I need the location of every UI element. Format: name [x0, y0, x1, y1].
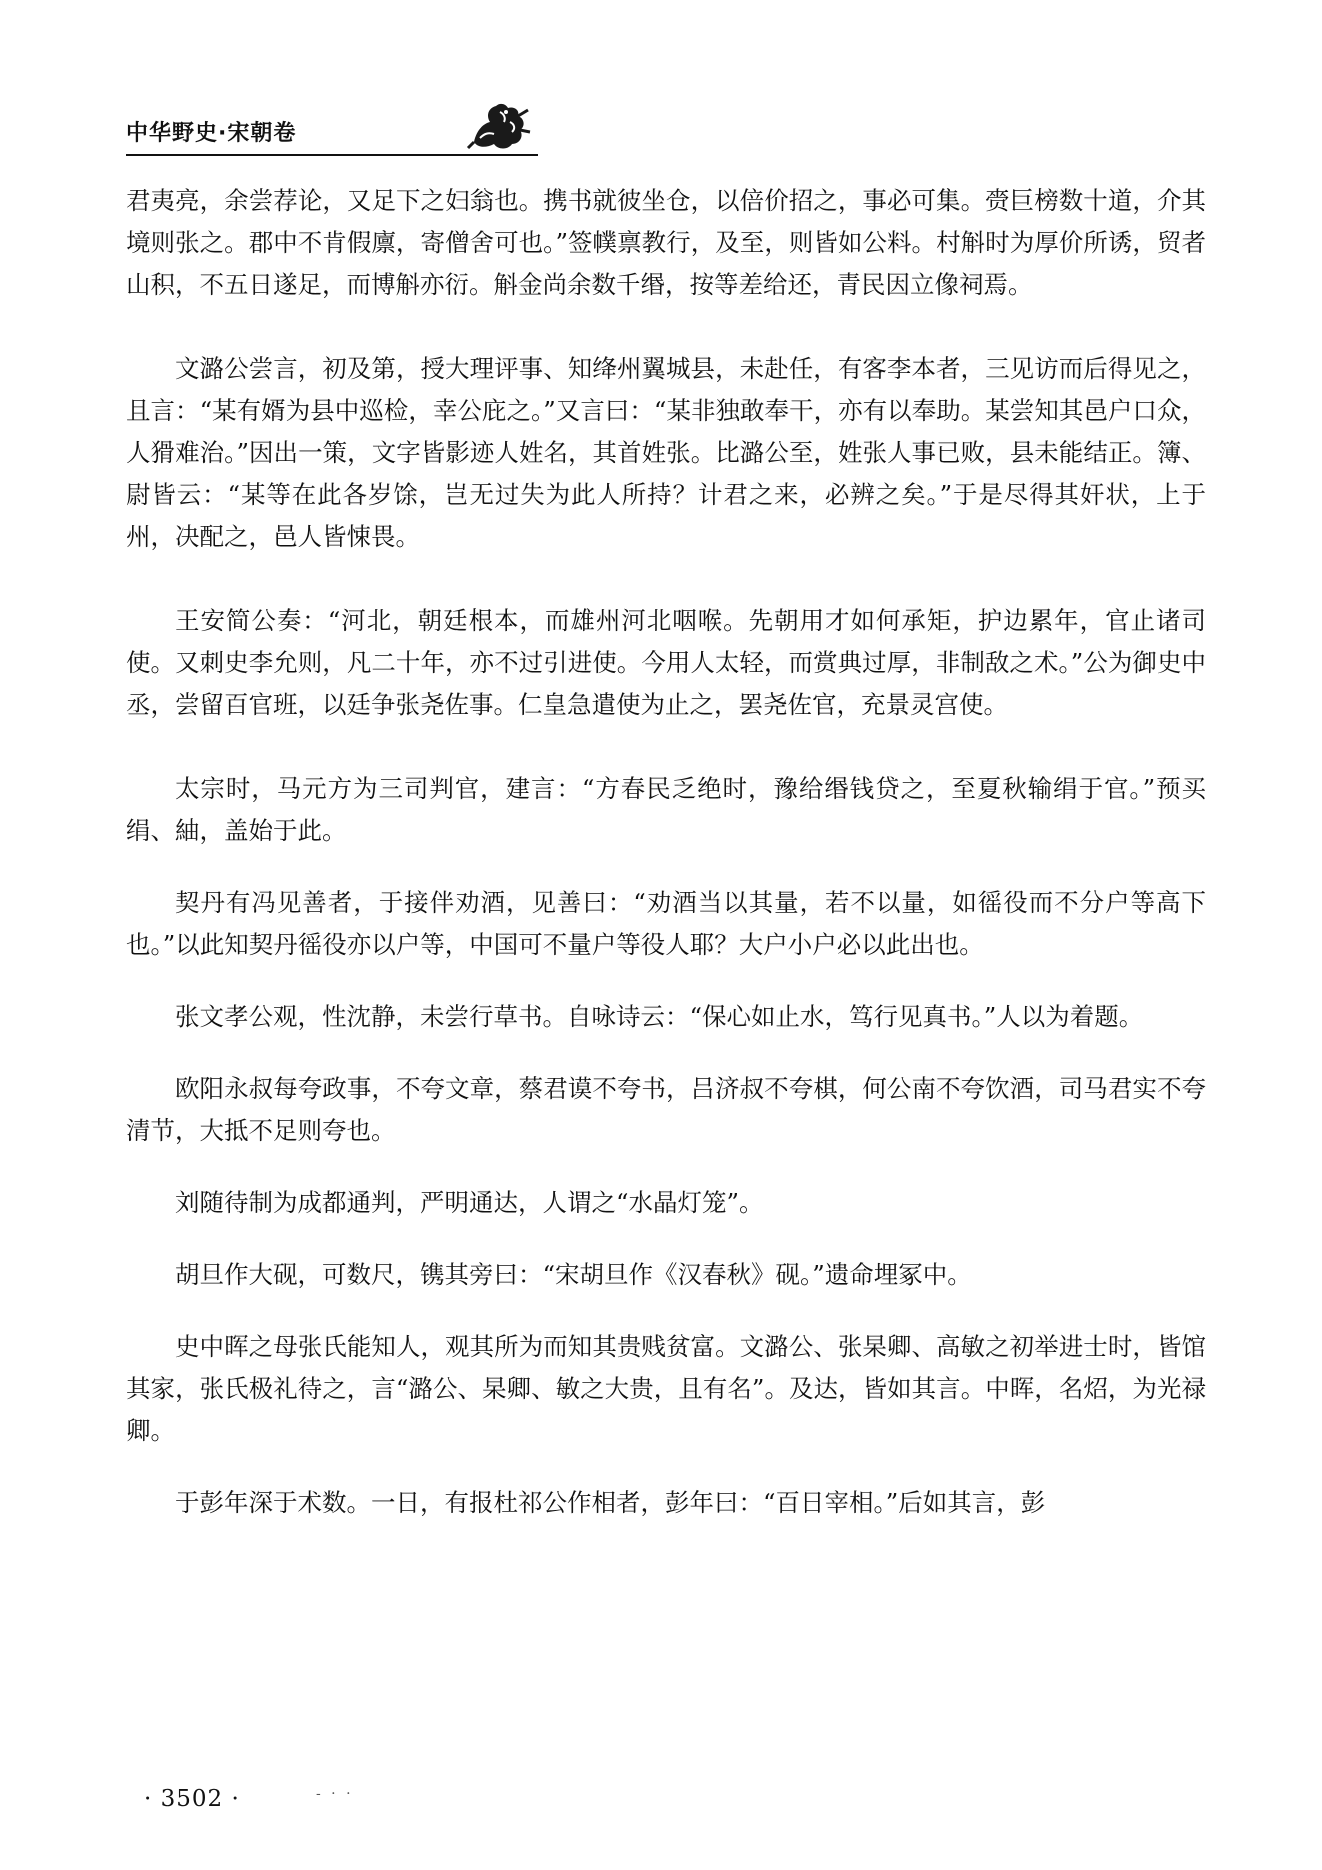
- paragraph: 胡旦作大砚，可数尺，镌其旁曰：“宋胡旦作《汉春秋》砚。”遗命埋冢中。: [175, 1260, 972, 1289]
- paragraph: 文潞公尝言，初及第，授大理评事、知绛州翼城县，未赴任，有客李本者，三见访而后得见之，且言：“某有婿为县中巡检，幸公庇之。”又言曰：“某非独敢奉干，亦有以奉助。某尝知其邑户口众，人猾难治。”因出一策，文字皆影迹人姓名，其首姓张。比潞公至，姓张人事已败，县未能结正。簿、尉皆云：“某等在此各岁馀，岂无过失为此人所持？计君之来，必辨之矣。”于是尽得其奸状，上于州，决配之，邑人皆悚畏。: [126, 354, 1206, 551]
- book-title: 中华野史·宋朝卷: [126, 121, 297, 146]
- paragraph: 刘随待制为成都通判，严明通达，人谓之“水晶灯笼”。: [175, 1188, 764, 1217]
- paragraph: 史中晖之母张氏能知人，观其所为而知其贵贱贫富。文潞公、张杲卿、高敏之初举进士时，皆馆其家，张氏极礼待之，言“潞公、杲卿、敏之大贵，且有名”。及达，皆如其言。中晖，名炤，为光禄卿。: [126, 1332, 1206, 1445]
- paragraph: 欧阳永叔每夸政事，不夸文章，蔡君谟不夸书，吕济叔不夸棋，何公南不夸饮酒，司马君实不夸清节，大抵不足则夸也。: [126, 1074, 1206, 1145]
- header-divider: [126, 154, 538, 156]
- paragraph: 王安简公奏：“河北，朝廷根本，而雄州河北咽喉。先朝用才如何承矩，护边累年，官止诸司使。又刺史李允则，凡二十年，亦不过引进使。今用人太轻，而赏典过厚，非制敌之术。”公为御史中丞，尝留百官班，以廷争张尧佐事。仁皇急遣使为止之，罢尧佐官，充景灵宫使。: [126, 606, 1206, 719]
- page-header: [126, 98, 538, 158]
- paragraph: 君夷亮，余尝荐论，又足下之妇翁也。携书就彼坐仓，以倍价招之，事必可集。赍巨榜数十道，介其境则张之。郡中不肯假廪，寄僧舍可也。”签幞禀教行，及至，则皆如公料。村斛时为厚价所诱，贸者山积，不五日遂足，而博斛亦衍。斛金尚余数千缗，按等差给还，青民因立像祠焉。: [126, 186, 1206, 299]
- print-specks: - · ·: [316, 1786, 354, 1802]
- paragraph: 于彭年深于术数。一日，有报杜祁公作相者，彭年曰：“百日宰相。”后如其言，彭: [175, 1488, 1046, 1517]
- page-number: · 3502 ·: [144, 1786, 240, 1812]
- paragraph: 张文孝公观，性沈静，未尝行草书。自咏诗云：“保心如止水，笃行见真书。”人以为着题。: [175, 1002, 1144, 1031]
- dragon-emblem-icon: [466, 98, 532, 154]
- paragraph: 契丹有冯见善者，于接伴劝酒，见善曰：“劝酒当以其量，若不以量，如徭役而不分户等高下也。”以此知契丹徭役亦以户等，中国可不量户等役人耶？大户小户必以此出也。: [126, 888, 1206, 959]
- paragraph: 太宗时，马元方为三司判官，建言：“方春民乏绝时，豫给缗钱贷之，至夏秋输绢于官。”预买绢、紬，盖始于此。: [126, 774, 1206, 845]
- page-body: [126, 180, 1206, 1554]
